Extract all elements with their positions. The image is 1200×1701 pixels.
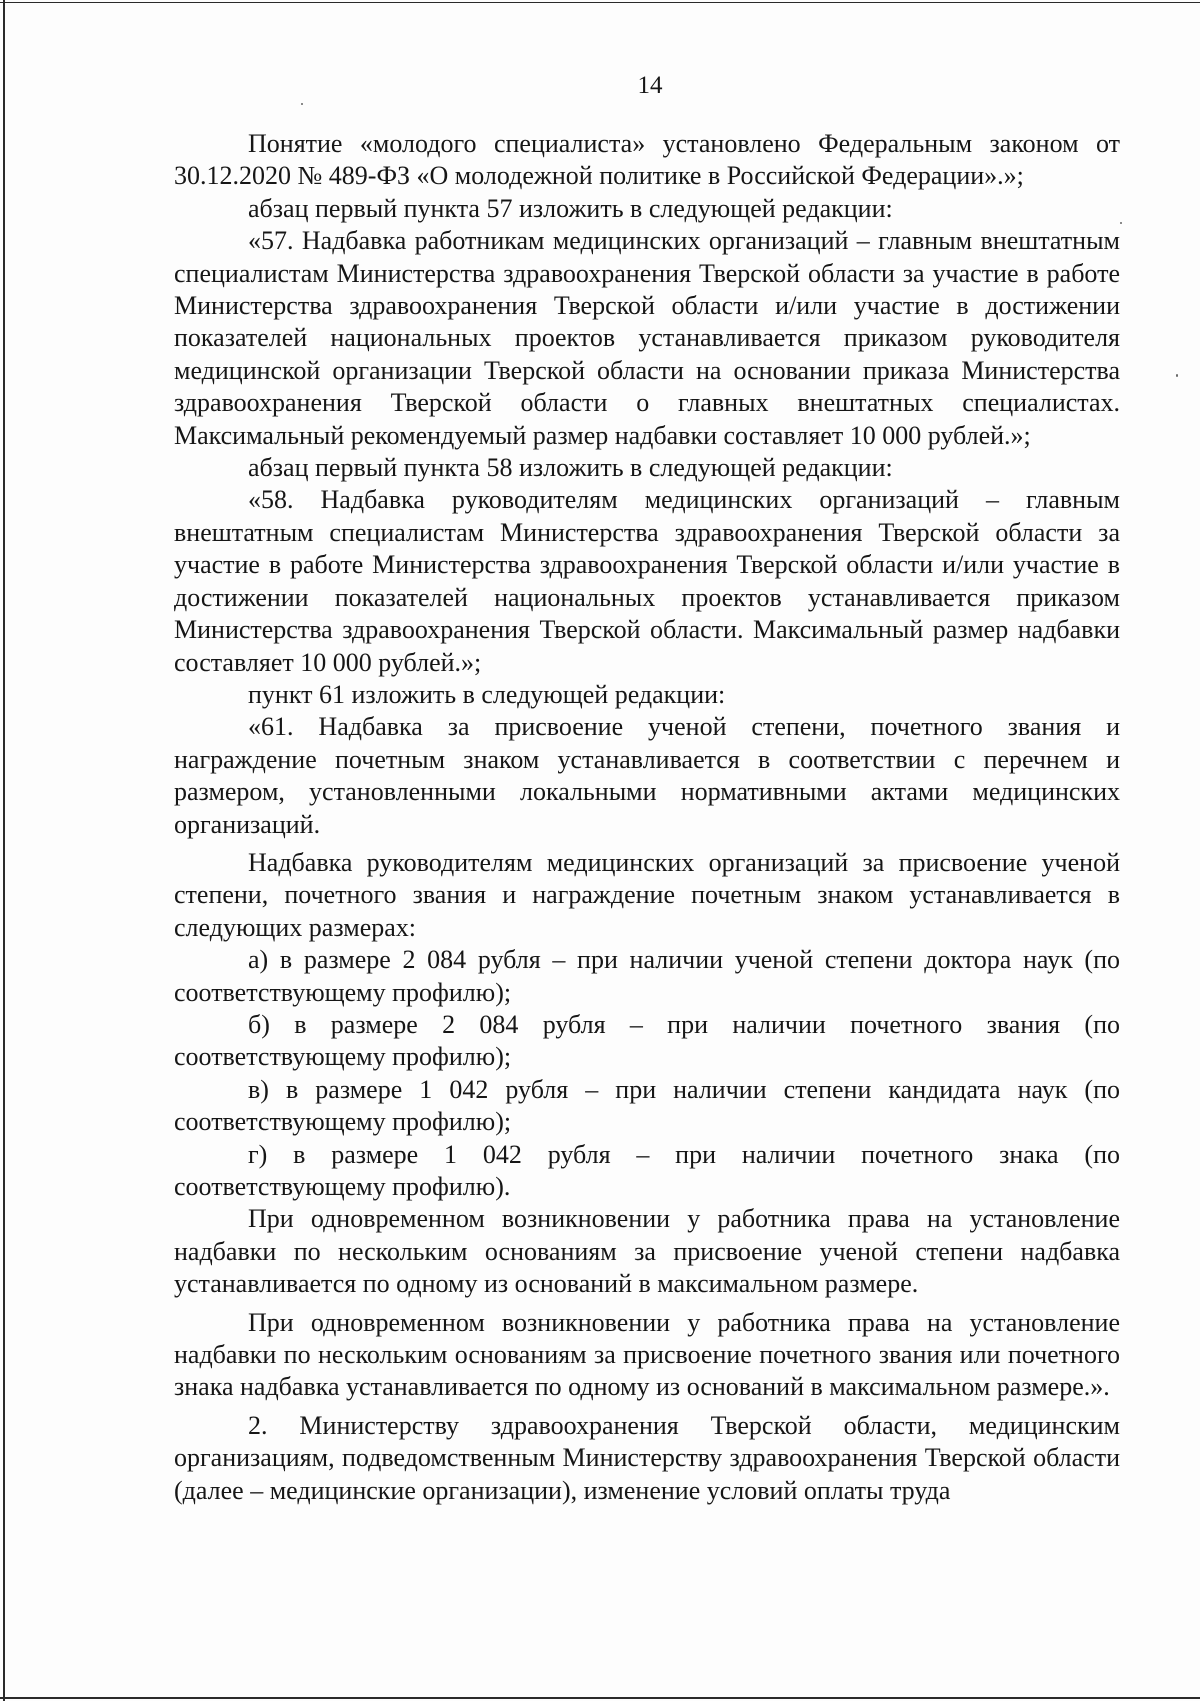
paragraph-section-2: 2. Министерству здравоохранения Тверской области, медицинским организациям, подведомственным Министерству здравоохранения Тверской области (далее – медицинские организации), изменение условий оплаты труда — [174, 1410, 1120, 1505]
scan-border-left — [3, 0, 5, 1701]
paragraph-item-58: «58. Надбавка руководителям медицинских организаций – главным внештатным специалистам Министерства здравоохранения Тверской области за участие в работе Министерства здравоохранения Тверской области и/или участие в достижении показателей национальных проектов устанавливается приказом Министерства здравоохранения Тверской области. Максимальный размер надбавки составляет 10 000 рублей.»; — [174, 485, 1120, 677]
scan-border-top — [0, 2, 1200, 3]
scan-speck — [1120, 222, 1122, 224]
paragraph-allowance-heads: Надбавка руководителям медицинских организаций за присвоение ученой степени, почетного звания и награждение почетным знаком устанавливается в следующих размерах: — [174, 847, 1120, 942]
scan-speck — [1176, 374, 1178, 377]
paragraph-amend-57: абзац первый пункта 57 изложить в следующей редакции: — [248, 193, 893, 223]
paragraph-item-a: а) в размере 2 084 рубля – при наличии ученой степени доктора наук (по соответствующему профилю); — [174, 945, 1120, 1007]
paragraph-amend-61: пункт 61 изложить в следующей редакции: — [248, 679, 726, 709]
paragraph-item-61: «61. Надбавка за присвоение ученой степени, почетного звания и награждение почетным знаком устанавливается в соответствии с перечнем и размером, установленными локальными нормативными актами медицинских организаций. — [174, 712, 1120, 839]
paragraph-simultaneous-title: При одновременном возникновении у работника права на установление надбавки по нескольким основаниям за присвоение почетного звания или почетного знака надбавка устанавливается по одному из оснований в максимальном размере.». — [174, 1307, 1120, 1402]
document-body — [174, 128, 1120, 1507]
paragraph-item-b: б) в размере 2 084 рубля – при наличии почетного звания (по соответствующему профилю); — [174, 1009, 1120, 1072]
paragraph-amend-58: абзац первый пункта 58 изложить в следующей редакции: — [248, 453, 893, 483]
paragraph-item-57: «57. Надбавка работникам медицинских организаций – главным внештатным специалистам Министерства здравоохранения Тверской области за участие в работе Министерства здравоохранения Тверской области и/или участие в достижении показателей национальных проектов устанавливается приказом руководителя медицинской организации Тверской области на основании приказа Министерства здравоохранения Тверской области о главных внештатных специалистах. Максимальный рекомендуемый размер надбавки составляет 10 000 рублей.»; — [174, 226, 1120, 450]
scan-speck — [301, 103, 303, 105]
paragraph-simultaneous-degree: При одновременном возникновении у работника права на установление надбавки по нескольким основаниям за присвоение ученой степени надбавка устанавливается по одному из оснований в максимальном размере. — [174, 1204, 1120, 1299]
paragraph-item-g: г) в размере 1 042 рубля – при наличии почетного знака (по соответствующему профилю). — [174, 1139, 1120, 1201]
page-number: 14 — [637, 72, 663, 99]
paragraph-item-v: в) в размере 1 042 рубля – при наличии степени кандидата наук (по соответствующему профилю); — [174, 1074, 1120, 1137]
scan-border-bottom — [0, 1697, 1200, 1699]
paragraph-young-specialist: Понятие «молодого специалиста» установлено Федеральным законом от 30.12.2020 № 489-ФЗ «О молодежной политике в Российской Федерации».»; — [174, 129, 1120, 191]
